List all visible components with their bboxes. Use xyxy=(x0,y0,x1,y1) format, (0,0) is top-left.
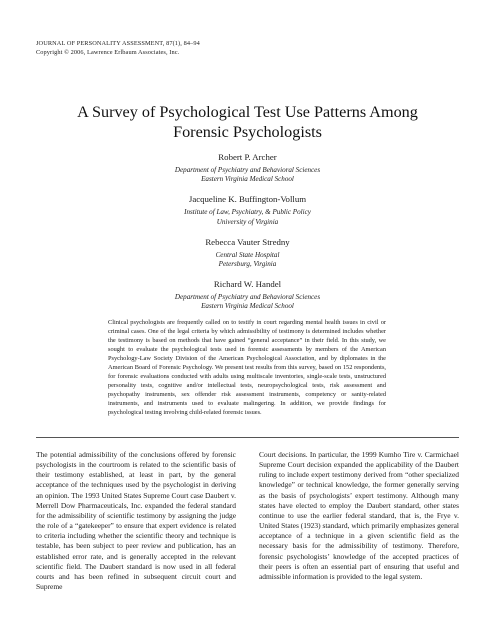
article-title-line-1: A Survey of Psychological Test Use Patterns Among xyxy=(77,103,418,121)
author-block xyxy=(36,237,459,269)
author-name: Richard W. Handel xyxy=(213,279,282,290)
author-affiliation: Institute of Law, Psychiatry, & Public Policy xyxy=(184,208,311,217)
journal-citation: JOURNAL OF PERSONALITY ASSESSMENT, 87(1), 84–94 xyxy=(36,40,200,47)
author-institution: Eastern Virginia Medical School xyxy=(201,175,294,184)
author-block xyxy=(36,194,459,226)
author-institution: Petersburg, Virginia xyxy=(218,260,277,269)
author-affiliation: Department of Psychiatry and Behavioral Sciences xyxy=(174,293,321,302)
article-title-line-2: Forensic Psychologists xyxy=(173,122,322,141)
journal-copyright: Copyright © 2006, Lawrence Erlbaum Associates, Inc. xyxy=(36,48,180,56)
author-block xyxy=(36,152,459,184)
article-title xyxy=(36,103,459,142)
author-institution: University of Virginia xyxy=(216,217,279,226)
author-affiliation: Department of Psychiatry and Behavioral Sciences xyxy=(174,166,321,174)
author-name: Rebecca Vauter Stredny xyxy=(205,236,290,247)
body-column-left xyxy=(36,450,236,592)
author-list xyxy=(36,152,459,322)
author-institution: Eastern Virginia Medical School xyxy=(201,302,294,311)
author-block xyxy=(36,279,459,311)
author-name: Robert P. Archer xyxy=(218,152,277,162)
section-divider xyxy=(36,437,459,438)
body-paragraph: Court decisions. In particular, the 1999 Kumho Tire v. Carmichael Supreme Court decision expanded the applicability of the Daubert ruling to include expert testimony derived from “other specialized knowledge” or technical knowledge, the former generally serving as the basis of psychologists’ expert testimony. Although many states have elected to employ the Daubert standard, other states continue to use the earlier federal standard, that is, the Frye v. United States (1923) standard, which primarily emphasizes general acceptance of a technique in a given scientific field as the necessary basis for the admissibility of testimony. Therefore, forensic psychologists’ knowledge of the accepted practices of their peers is often an essential part of ensuring that useful and admissible information is provided to the legal system. xyxy=(259,450,459,581)
author-name: Jacqueline K. Buffington-Vollum xyxy=(188,194,307,205)
body-paragraph: The potential admissibility of the conclusions offered by forensic psychologists in the courtroom is related to the scientific basis of their testimony established, at least in part, by the general acceptance of the techniques used by the psychologist in deriving an opinion. The 1993 United States Supreme Court case Daubert v. Merrell Dow Pharmaceuticals, Inc. expanded the federal standard for the admissibility of scientific testimony by assigning the judge the role of a “gatekeeper” to ensure that expert evidence is related to criteria including whether the scientific theory and technique is testable, has been subject to peer review and publication, has an established error rate, and is generally accepted in the relevant scientific field. The Daubert standard is now used in all federal courts and has been refined in subsequent circuit court and Supreme xyxy=(36,450,236,592)
body-column-right xyxy=(259,450,459,582)
abstract: Clinical psychologists are frequently called on to testify in court regarding mental health issues in civil or criminal cases. One of the legal criteria by which admissibility of testimony is determined includes whether the testimony is based on methods that have gained “general acceptance” in their field. In this study, we sought to evaluate the psychological tests used in forensic assessments by members of the American Psychology-Law Society Division of the American Psychological Association, and by diplomates in the American Board of Forensic Psychology. We present test results from this survey, based on 152 respondents, for forensic evaluations conducted with adults using multiscale inventories, single-scale tests, unstructured personality tests, cognitive and/or intellectual tests, neuropsychological tests, risk assessment and psychopathy instruments, sex offender risk assessment instruments, competency or sanity-related instruments, and instruments used to evaluate malingering. In addition, we provide findings for psychological testing involving child-related forensic issues. xyxy=(108,319,386,417)
journal-header xyxy=(36,40,200,57)
author-affiliation: Central State Hospital xyxy=(215,250,280,259)
